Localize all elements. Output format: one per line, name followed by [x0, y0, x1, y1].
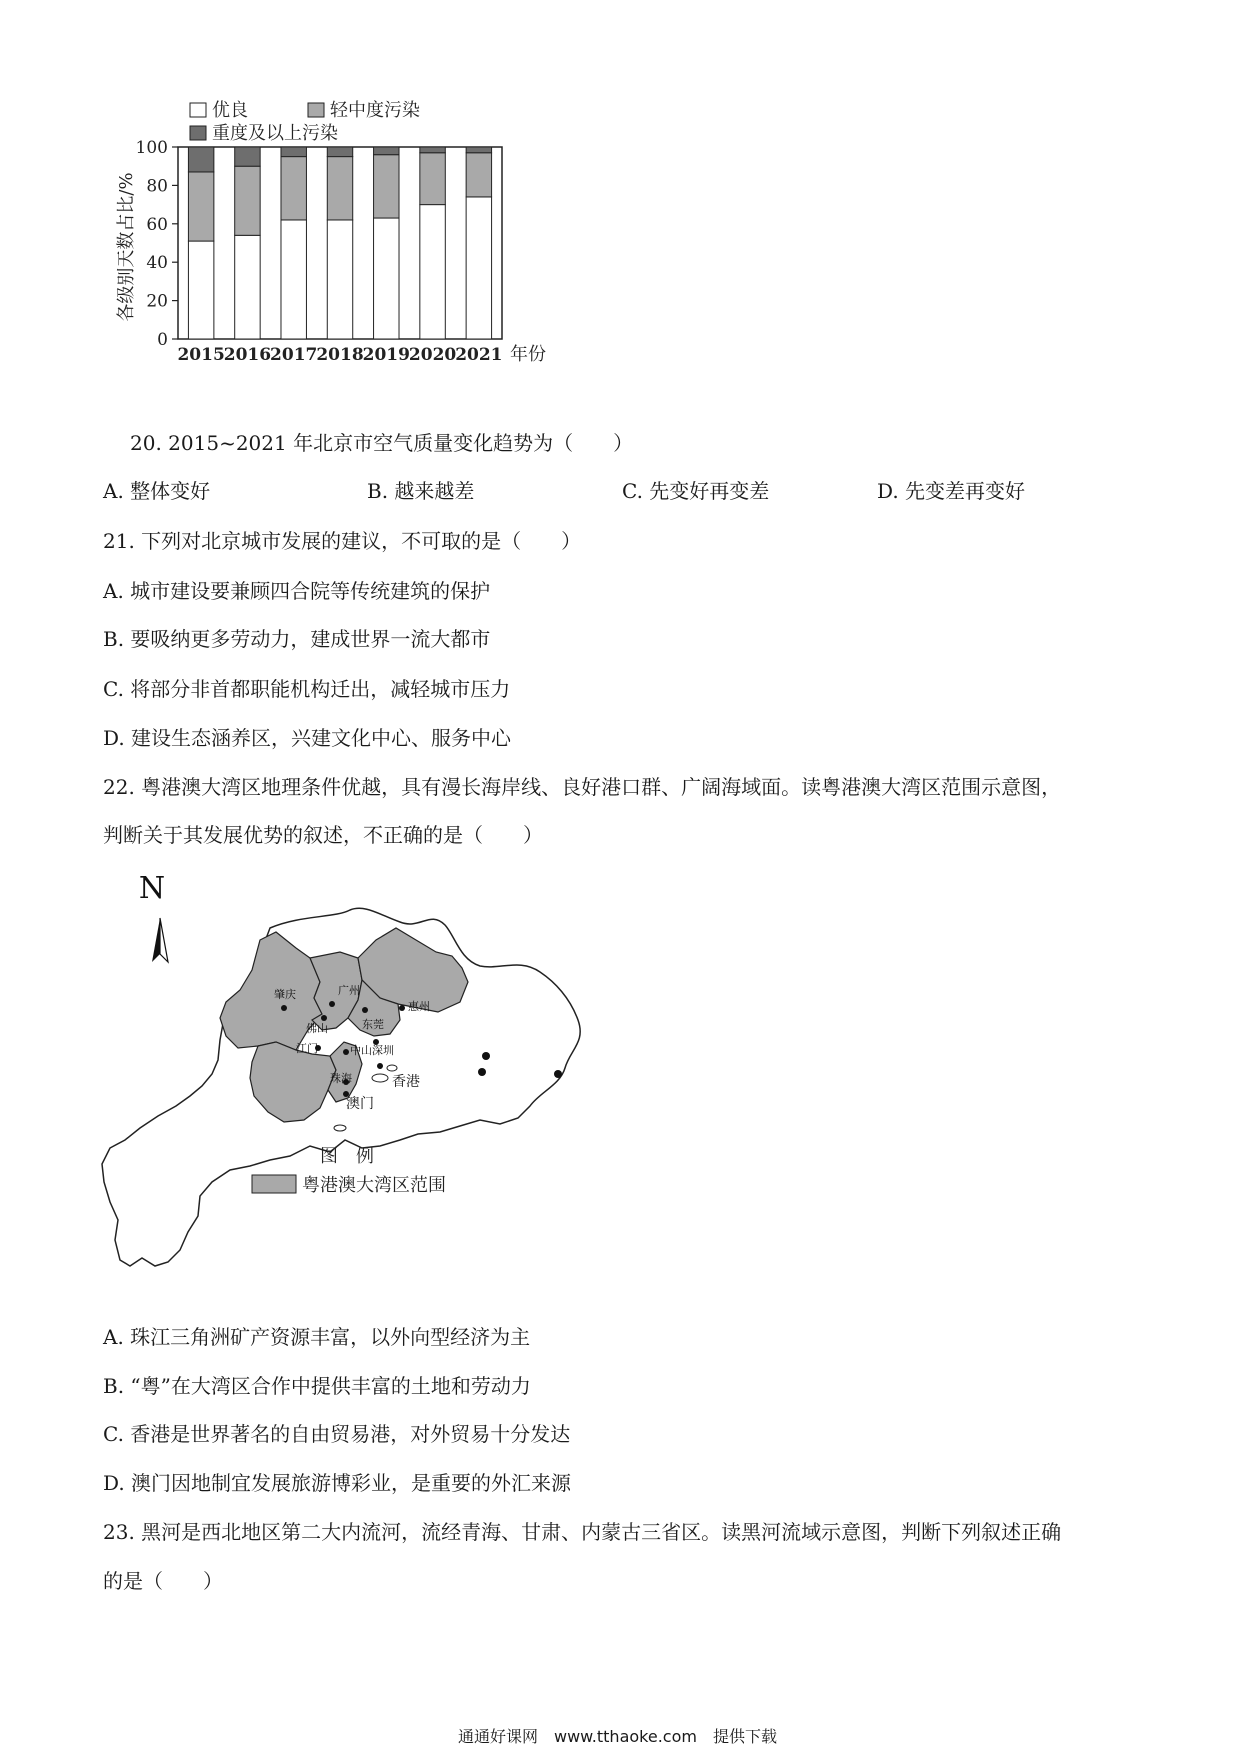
bar-segment [188, 172, 213, 241]
bar-segment [420, 205, 445, 339]
y-tick-label: 60 [146, 214, 168, 235]
north-label: N [138, 871, 166, 906]
question-22-option-c[interactable]: C. 香港是世界著名的自由贸易港，对外贸易十分发达 [103, 1422, 571, 1446]
question-21-option-d[interactable]: D. 建设生态涵养区，兴建文化中心、服务中心 [103, 726, 512, 750]
page-footer: 通通好课网 www.tthaoke.com 提供下载 [458, 1727, 777, 1746]
legend-label-heavy: 重度及以上污染 [212, 123, 338, 144]
city-label-hongkong: 香港 [392, 1074, 420, 1090]
city-label-shenzhen: 深圳 [372, 1044, 394, 1057]
question-21-option-a[interactable]: A. 城市建设要兼顾四合院等传统建筑的保护 [103, 579, 491, 603]
bar-segment [235, 147, 260, 166]
city-label-zhaoqing: 肇庆 [274, 988, 296, 1001]
y-tick-label: 100 [135, 138, 168, 158]
map-legend-label: 粤港澳大湾区范围 [302, 1175, 446, 1196]
bar-segment [327, 147, 352, 157]
question-22-option-b[interactable]: B. “粤”在大湾区合作中提供丰富的土地和劳动力 [103, 1374, 531, 1398]
question-20-option-a[interactable]: A. 整体变好 [103, 479, 211, 503]
bar-segment [466, 197, 491, 339]
question-22-option-d[interactable]: D. 澳门因地制宜发展旅游博彩业，是重要的外汇来源 [103, 1471, 572, 1495]
question-21-option-b[interactable]: B. 要吸纳更多劳动力，建成世界一流大都市 [103, 627, 491, 651]
question-21-stem: 21. 下列对北京城市发展的建议，不可取的是（ ） [103, 529, 582, 553]
map-legend-title: 图 例 [320, 1146, 374, 1167]
air-quality-chart [110, 95, 630, 415]
bar-segment [281, 157, 306, 220]
chart-plot [136, 138, 503, 365]
question-23-stem-line-2: 的是（ ） [103, 1569, 223, 1593]
question-20-option-b[interactable]: B. 越来越差 [367, 479, 475, 503]
question-22-stem-line-2: 判断关于其发展优势的叙述，不正确的是（ ） [103, 823, 543, 847]
legend-label-good: 优良 [212, 100, 248, 121]
x-tick-label: 2021 [455, 345, 503, 365]
question-20-stem: 20. 2015~2021 年北京市空气质量变化趋势为（ ） [130, 431, 634, 455]
bar-segment [327, 157, 352, 220]
city-label-guangzhou: 广州 [338, 984, 360, 997]
x-tick-label: 2018 [316, 345, 364, 365]
bar-segment [327, 220, 352, 339]
bar-segment [374, 155, 399, 218]
bar-segment [235, 235, 260, 339]
y-tick-label: 40 [146, 253, 168, 274]
legend-label-light: 轻中度污染 [330, 100, 420, 121]
bar-segment [374, 147, 399, 155]
city-label-dongguan: 东莞 [362, 1018, 384, 1031]
city-label-huizhou: 惠州 [408, 1000, 430, 1013]
y-tick-label: 20 [146, 291, 168, 312]
bar-segment [374, 218, 399, 339]
x-tick-label: 2020 [408, 345, 457, 365]
city-label-zhongshan: 中山 [350, 1044, 372, 1057]
x-tick-label: 2019 [362, 345, 410, 365]
bar-segment [420, 147, 445, 153]
x-tick-label: 2016 [223, 345, 272, 365]
x-axis-label: 年份 [510, 344, 546, 365]
x-tick-label: 2017 [270, 345, 318, 365]
bar-segment [188, 241, 213, 339]
city-label-jiangmen: 江门 [296, 1042, 318, 1055]
city-label-zhuhai: 珠海 [330, 1072, 352, 1085]
question-20-option-d[interactable]: D. 先变差再变好 [877, 479, 1026, 503]
question-21-option-c[interactable]: C. 将部分非首都职能机构迁出，减轻城市压力 [103, 677, 511, 701]
chart-legend [190, 100, 420, 144]
city-label-macau: 澳门 [346, 1096, 374, 1112]
north-arrow-icon [139, 871, 168, 962]
question-23-stem-line-1: 23. 黑河是西北地区第二大内流河，流经青海、甘肃、内蒙古三省区。读黑河流域示意图，判断下列叙述正确 [103, 1520, 1062, 1544]
bar-segment [235, 166, 260, 235]
bar-segment [466, 153, 491, 197]
bar-segment [188, 147, 213, 172]
city-label-foshan: 佛山 [306, 1022, 328, 1035]
map-legend-swatch [252, 1175, 296, 1193]
bar-segment [420, 153, 445, 205]
legend-swatch-light [308, 103, 324, 117]
question-22-stem-line-1: 22. 粤港澳大湾区地理条件优越，具有漫长海岸线、良好港口群、广阔海域面。读粤港澳大湾区范围示意图， [103, 775, 1062, 799]
legend-swatch-good [190, 103, 206, 117]
question-20-option-c[interactable]: C. 先变好再变差 [622, 479, 770, 503]
question-22-option-a[interactable]: A. 珠江三角洲矿产资源丰富，以外向型经济为主 [103, 1325, 531, 1349]
legend-swatch-heavy [190, 126, 206, 140]
y-tick-label: 80 [146, 176, 168, 197]
bar-segment [466, 147, 491, 153]
x-tick-label: 2015 [177, 345, 225, 365]
bar-segment [281, 147, 306, 157]
bar-segment [281, 220, 306, 339]
y-tick-label: 0 [157, 330, 168, 350]
y-axis-label: 各级别天数占比/% [116, 172, 137, 322]
bay-area-map [100, 870, 660, 1310]
